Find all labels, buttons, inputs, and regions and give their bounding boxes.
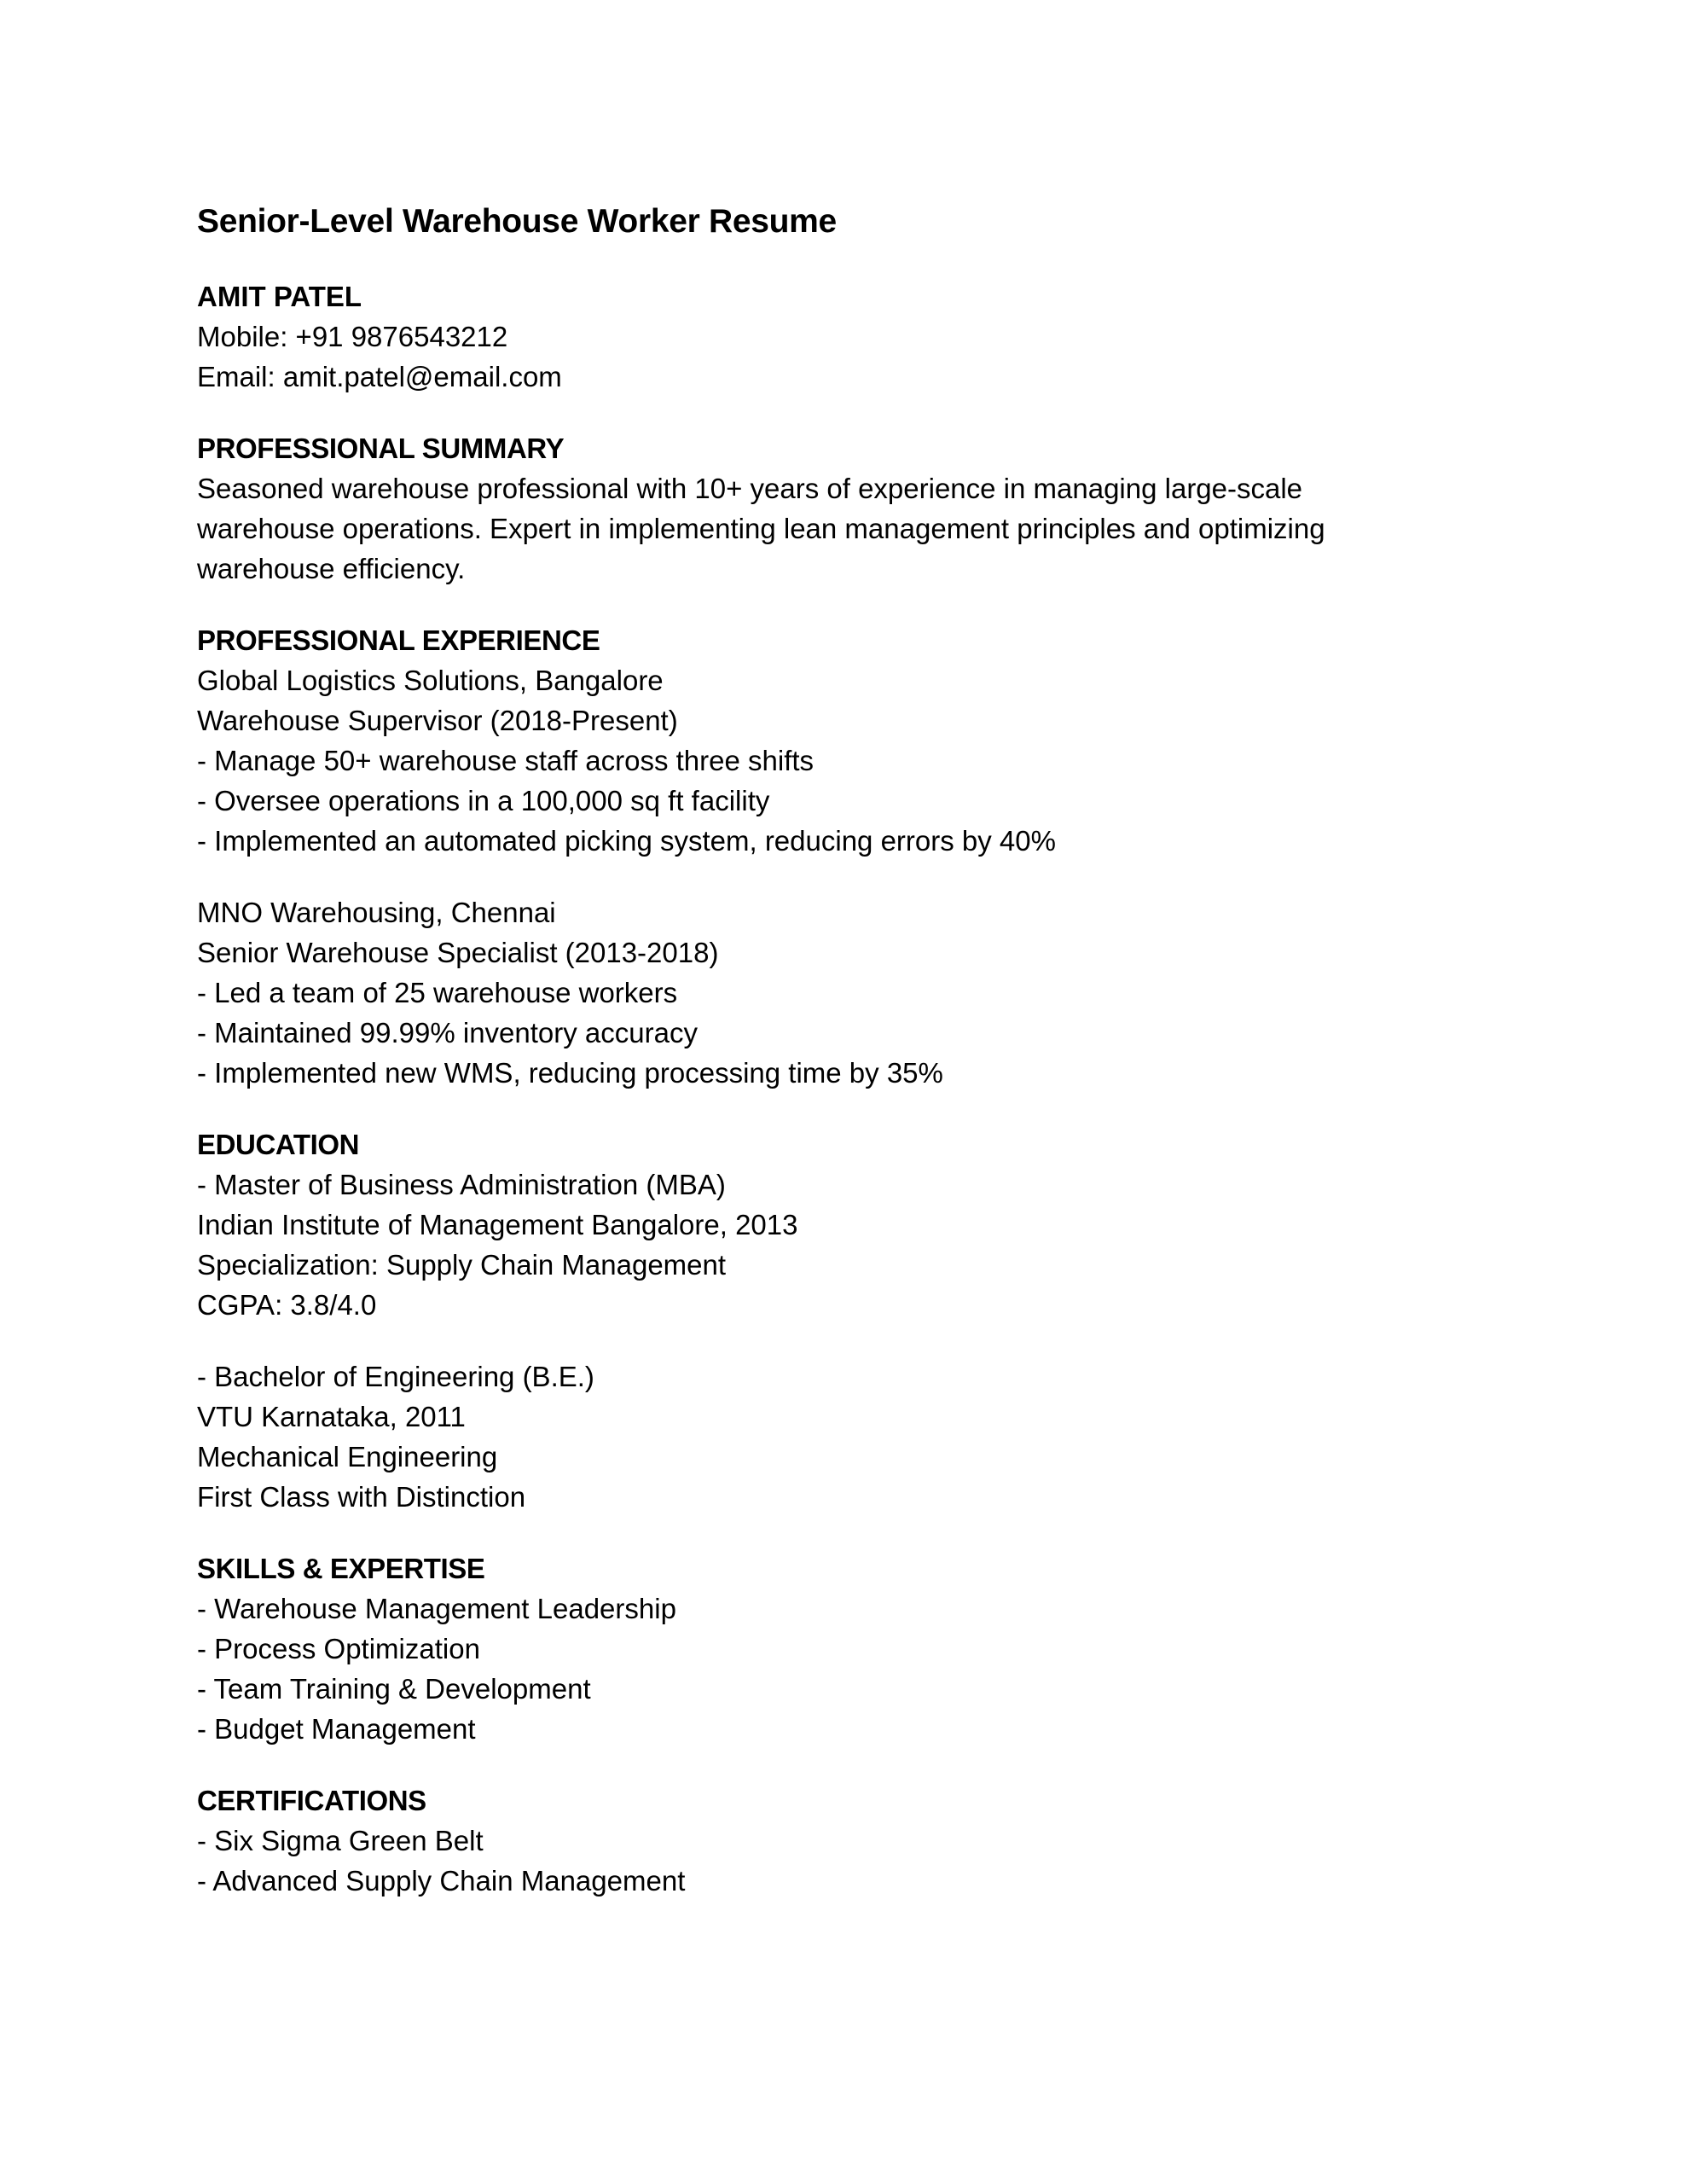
candidate-name: AMIT PATEL: [197, 281, 362, 312]
degree-title: - Bachelor of Engineering (B.E.): [197, 1361, 594, 1392]
resume-page: [197, 198, 1528, 1932]
degree-detail: Mechanical Engineering: [197, 1441, 498, 1472]
degree-detail: Specialization: Supply Chain Management: [197, 1249, 727, 1281]
certifications-heading: CERTIFICATIONS: [197, 1785, 426, 1816]
summary-line: Seasoned warehouse professional with 10+ years of experience in managing large-scale: [197, 473, 1303, 504]
education-section: [197, 1124, 1528, 1517]
job-entry: [197, 892, 1528, 1093]
skill-item: - Process Optimization: [197, 1633, 480, 1664]
skill-item: - Budget Management: [197, 1713, 476, 1745]
job-bullet: - Implemented new WMS, reducing processing time by 35%: [197, 1057, 943, 1089]
degree-grade: CGPA: 3.8/4.0: [197, 1289, 377, 1321]
job-company: MNO Warehousing, Chennai: [197, 897, 556, 928]
degree-institution: VTU Karnataka, 2011: [197, 1401, 466, 1432]
degree-grade: First Class with Distinction: [197, 1481, 526, 1513]
certifications-section: [197, 1780, 1528, 1901]
degree-entry: [197, 1165, 1528, 1325]
certification-item: - Six Sigma Green Belt: [197, 1825, 484, 1856]
job-role: Warehouse Supervisor (2018-Present): [197, 705, 678, 736]
job-bullet: - Implemented an automated picking system, reducing errors by 40%: [197, 825, 1056, 857]
skill-item: - Team Training & Development: [197, 1673, 591, 1705]
document-title: Senior-Level Warehouse Worker Resume: [197, 203, 837, 240]
skills-section: [197, 1548, 1528, 1749]
summary-line: warehouse operations. Expert in implementing lean management principles and optimizing: [197, 513, 1325, 544]
job-company: Global Logistics Solutions, Bangalore: [197, 665, 664, 696]
job-entry: [197, 660, 1528, 861]
summary-section: [197, 428, 1528, 589]
education-heading: EDUCATION: [197, 1129, 360, 1160]
job-bullet: - Manage 50+ warehouse staff across three shifts: [197, 745, 815, 776]
experience-heading: PROFESSIONAL EXPERIENCE: [197, 624, 600, 656]
mobile-number: Mobile: +91 9876543212: [197, 321, 508, 352]
job-bullet: - Maintained 99.99% inventory accuracy: [197, 1017, 698, 1048]
job-role: Senior Warehouse Specialist (2013-2018): [197, 937, 719, 968]
degree-title: - Master of Business Administration (MBA): [197, 1169, 726, 1200]
skills-heading: SKILLS & EXPERTISE: [197, 1553, 485, 1584]
degree-institution: Indian Institute of Management Bangalore, 2013: [197, 1209, 798, 1240]
email-address: Email: amit.patel@email.com: [197, 361, 562, 392]
degree-entry: [197, 1356, 1528, 1517]
summary-line: warehouse efficiency.: [197, 553, 466, 584]
job-bullet: - Led a team of 25 warehouse workers: [197, 977, 678, 1008]
skill-item: - Warehouse Management Leadership: [197, 1593, 676, 1624]
contact-section: [197, 276, 1528, 397]
certification-item: - Advanced Supply Chain Management: [197, 1865, 686, 1896]
summary-heading: PROFESSIONAL SUMMARY: [197, 433, 565, 464]
job-bullet: - Oversee operations in a 100,000 sq ft facility: [197, 785, 770, 816]
experience-section: [197, 620, 1528, 1093]
